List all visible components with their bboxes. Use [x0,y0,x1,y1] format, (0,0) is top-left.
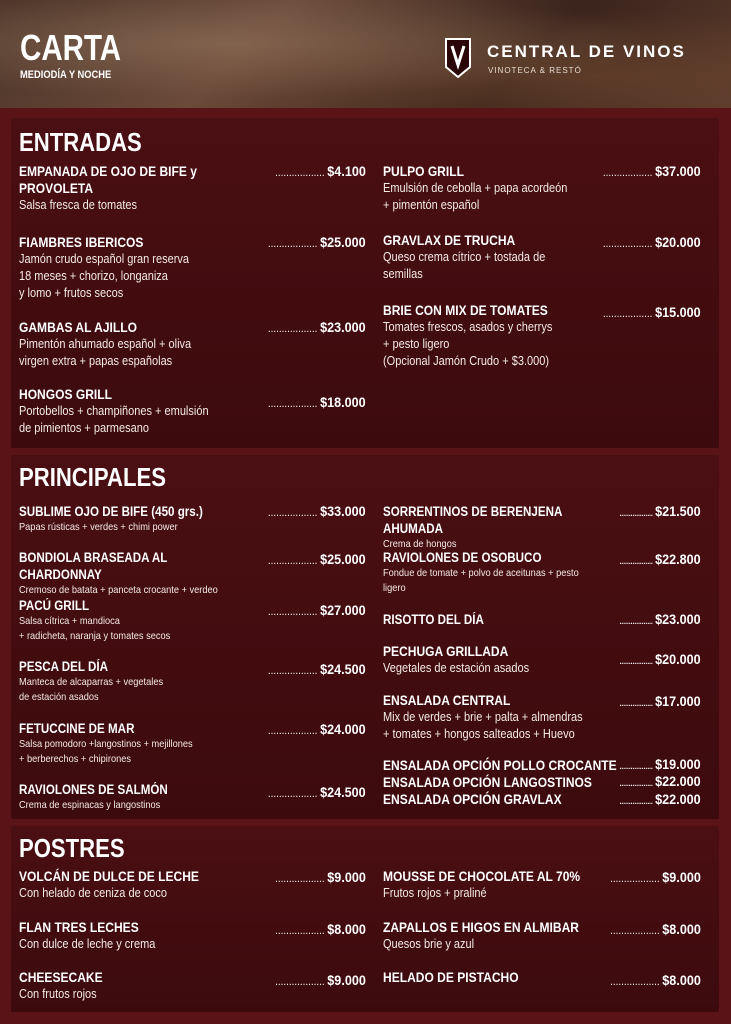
item-name: ENSALADA OPCIÓN POLLO CROCANTE [383,757,617,773]
item-price: .................. $8.000 [275,921,366,937]
item-price: .................. $25.000 [268,234,366,250]
menu-item [19,969,259,1003]
item-price: .................. $9.000 [610,869,701,885]
item-description: Mix de verdes + brie + palta + almendras + tomates + hongos salteados + Huevo [383,710,583,741]
item-price: .................. $20.000 [603,234,701,250]
section-postres [11,826,719,1012]
menu-item [19,919,259,953]
item-description: Emulsión de cebolla + papa acordeón + pimentón español [383,181,568,212]
section-title: ENTRADAS [19,127,142,157]
item-price: .................. $22.000 [619,791,701,807]
menu-item [383,868,623,902]
brand-logo-icon [444,37,472,79]
menu-item [19,386,269,437]
item-name: HONGOS GRILL [19,386,112,402]
item-description: Pimentón ahumado español + oliva virgen extra + papas españolas [19,337,192,368]
menu-item [19,720,279,767]
item-name: EMPANADA DE OJO DE BIFE y PROVOLETA [19,163,197,196]
item-name: SORRENTINOS DE BERENJENA AHUMADA [383,504,562,536]
item-price: .................. $22.000 [619,773,701,789]
item-name: FETUCCINE DE MAR [19,721,135,736]
item-price: .................. $25.000 [268,551,366,567]
item-description: Queso crema cítrico + tostada de semillas [383,250,546,281]
menu-item [383,969,623,986]
item-price: .................. $8.000 [610,972,701,988]
menu-title: CARTA [20,27,122,68]
item-price: .................. $24.500 [268,661,366,677]
menu-item [19,319,259,370]
item-name: FLAN TRES LECHES [19,919,139,935]
item-name: PACÚ GRILL [19,598,90,613]
brand-tagline: VINOTECA & RESTÓ [488,66,582,75]
item-name: GAMBAS AL AJILLO [19,319,137,335]
item-price: .................. $19.000 [619,756,701,772]
menu-item [383,302,623,370]
ensalada-option [383,774,623,791]
item-name: BRIE CON MIX DE TOMATES [383,302,548,318]
item-description: Frutos rojos + praliné [383,886,487,900]
item-description: Quesos brie y azul [383,937,475,951]
item-description: Con frutos rojos [19,987,97,1001]
menu-item [19,597,279,644]
menu-item [19,163,259,214]
item-price: .................. $33.000 [268,503,366,519]
item-description: Salsa fresca de tomates [19,198,138,212]
item-description: Portobellos + champiñones + emulsión de pimientos + parmesano [19,404,209,435]
menu-item [383,643,623,677]
menu-item [19,503,289,535]
item-description: Con dulce de leche y crema [19,937,156,951]
item-price: .................. $20.000 [619,651,701,667]
item-description: Salsa pomodoro +langostinos + mejillones + berberechos + chipirones [19,738,193,765]
item-description: Cremoso de batata + panceta crocante + verdeo [19,584,218,596]
item-description: Vegetales de estación asados [383,661,530,675]
item-description: Tomates frescos, asados y cherrys + pesto ligero (Opcional Jamón Crudo + $3.000) [383,320,553,368]
item-name: MOUSSE DE CHOCOLATE AL 70% [383,868,581,884]
item-price: .................. $17.000 [619,693,701,709]
menu-item [383,549,623,596]
item-name: ENSALADA CENTRAL [383,692,511,708]
header-banner [0,0,731,108]
menu-item [383,163,623,214]
item-name: PULPO GRILL [383,163,464,179]
item-price: .................. $37.000 [603,163,701,179]
item-price: .................. $21.500 [619,503,701,519]
item-name: ENSALADA OPCIÓN LANGOSTINOS [383,774,592,790]
item-price: .................. $23.000 [268,319,366,335]
item-description: Crema de hongos [383,538,457,550]
menu-item [19,658,279,705]
item-name: RAVIOLONES DE SALMÓN [19,782,168,797]
item-name: VOLCÁN DE DULCE DE LECHE [19,868,199,884]
item-name: GRAVLAX DE TRUCHA [383,232,516,248]
menu-item [383,692,623,743]
item-description: Papas rústicas + verdes + chimi power [19,521,178,533]
ensalada-option [383,791,623,808]
item-price: .................. $9.000 [275,869,366,885]
item-name: ENSALADA OPCIÓN GRAVLAX [383,791,562,807]
section-title: POSTRES [19,833,125,863]
item-description: Salsa cítrica + mandioca + radicheta, naranja y tomates secos [19,615,171,642]
item-description: Con helado de ceniza de coco [19,886,168,900]
section-title: PRINCIPALES [19,462,166,492]
item-name: PECHUGA GRILLADA [383,643,509,659]
menu-item [19,781,279,813]
menu-subtitle: MEDIODÍA Y NOCHE [20,69,112,81]
brand-name: CENTRAL DE VINOS [487,42,686,61]
item-price: .................. $18.000 [268,394,366,410]
item-price: .................. $23.000 [619,611,701,627]
menu-item [383,503,623,552]
item-price: .................. $22.800 [619,551,701,567]
menu-item [19,234,259,302]
item-name: FIAMBRES IBERICOS [19,234,144,250]
item-name: PESCA DEL DÍA [19,659,109,674]
item-price: .................. $8.000 [610,921,701,937]
item-description: Manteca de alcaparras + vegetales de estación asados [19,676,164,703]
menu-item [19,549,289,598]
item-name: ZAPALLOS E HIGOS EN ALMIBAR [383,919,579,935]
item-name: RAVIOLONES DE OSOBUCO [383,550,542,565]
item-price: .................. $27.000 [268,602,366,618]
ensalada-option [383,757,623,774]
menu-item [383,919,623,953]
item-price: .................. $4.100 [275,163,366,179]
item-price: .................. $15.000 [603,304,701,320]
item-name: CHEESECAKE [19,969,103,985]
section-entradas [11,118,719,448]
item-price: .................. $24.500 [268,784,366,800]
item-price: .................. $24.000 [268,721,366,737]
item-name: BONDIOLA BRASEADA AL CHARDONNAY [19,550,168,582]
item-name: HELADO DE PISTACHO [383,969,519,985]
item-description: Fondue de tomate + polvo de aceitunas + pesto ligero [383,567,579,594]
item-name: SUBLIME OJO DE BIFE (450 grs.) [19,504,203,519]
item-description: Crema de espinacas y langostinos [19,799,161,811]
menu-item [383,232,613,283]
item-price: .................. $9.000 [275,972,366,988]
menu-item [19,868,259,902]
item-description: Jamón crudo español gran reserva 18 meses + chorizo, longaniza y lomo + frutos secos [19,252,189,300]
menu-item [383,611,623,628]
section-principales [11,455,719,819]
item-name: RISOTTO DEL DÍA [383,612,484,627]
